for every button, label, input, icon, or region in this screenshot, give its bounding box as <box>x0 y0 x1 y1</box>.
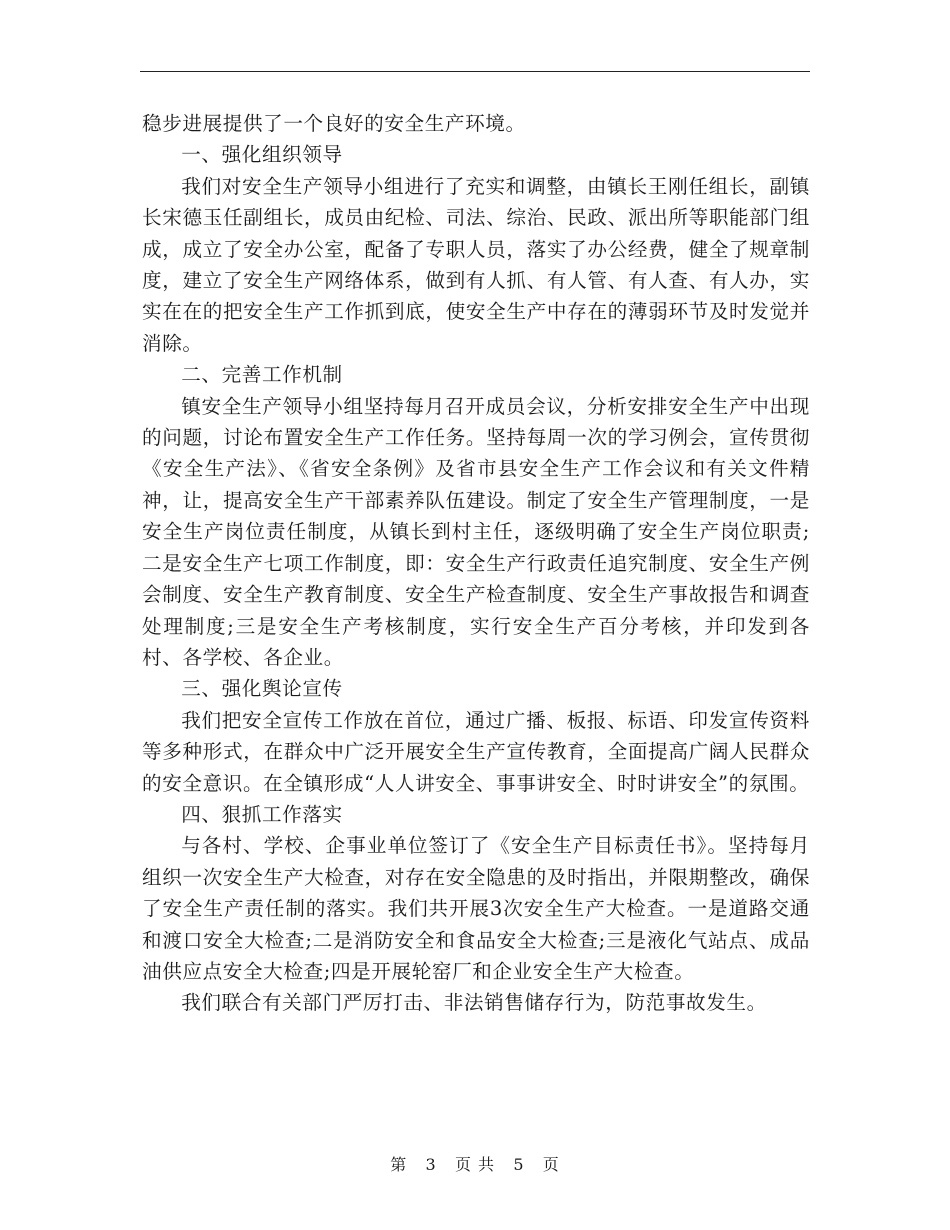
footer-suffix: 页 <box>542 1155 560 1174</box>
footer-prefix: 第 <box>390 1155 408 1174</box>
page-footer <box>0 1152 950 1175</box>
section-heading-3: 三、强化舆论宣传 <box>181 677 343 701</box>
footer-current-page: 3 <box>425 1155 437 1174</box>
paragraph-continuation: 稳步进展提供了一个良好的安全生产环境。 <box>142 112 526 135</box>
section-heading-4: 四、狠抓工作落实 <box>181 802 343 826</box>
paragraph-section-1: 我们对安全生产领导小组进行了充实和调整，由镇长王刚任组长，副镇长宋德玉任副组长，成员由纪检、司法、综治、民政、派出所等职能部门组成，成立了安全办公室，配备了专职人员，落实了办公经费，健全了规章制度，建立了安全生产网络体系，做到有人抓、有人管、有人查、有人办，实实在在的把安全生产工作抓到底，使安全生产中存在的薄弱环节及时发觉并消除。 <box>142 174 810 355</box>
paragraph-section-2: 镇安全生产领导小组坚持每月召开成员会议，分析安排安全生产中出现的问题，讨论布置安全生产工作任务。坚持每周一次的学习例会，宣传贯彻《安全生产法》、《省安全条例》及省市县安全生产工作会议和有关文件精神，让，提高安全生产干部素养队伍建设。制定了安全生产管理制度，一是安全生产岗位责任制度，从镇长到村主任，逐级明确了安全生产岗位职责;二是安全生产七项工作制度，即：安全生产行政责任追究制度、安全生产例会制度、安全生产教育制度、安全生产检查制度、安全生产事故报告和调查处理制度;三是安全生产考核制度，实行安全生产百分考核，并印发到各村、各学校、各企业。 <box>142 394 810 669</box>
footer-mid: 页 共 <box>454 1155 496 1174</box>
header-rule <box>140 71 810 72</box>
footer-total-pages: 5 <box>513 1155 525 1174</box>
paragraph-section-3: 我们把安全宣传工作放在首位，通过广播、板报、标语、印发宣传资料等多种形式，在群众中广泛开展安全生产宣传教育，全面提高广阔人民群众的安全意识。在全镇形成“人人讲安全、事事讲安全、时时讲安全”的氛围。 <box>142 708 810 795</box>
document-body <box>142 108 810 1019</box>
section-heading-2: 二、完善工作机制 <box>181 363 343 387</box>
paragraph-section-4-cont: 我们联合有关部门严厉打击、非法销售储存行为，防范事故发生。 <box>181 991 767 1015</box>
paragraph-section-4: 与各村、学校、企事业单位签订了《安全生产目标责任书》。坚持每月组织一次安全生产大检查，对存在安全隐患的及时指出，并限期整改，确保了安全生产责任制的落实。我们共开展3次安全生产大检查。一是道路交通和渡口安全大检查;二是消防安全和食品安全大检查;三是液化气站点、成品油供应点安全大检查;四是开展轮窑厂和企业安全生产大检查。 <box>142 834 810 983</box>
section-heading-1: 一、强化组织领导 <box>181 143 343 167</box>
